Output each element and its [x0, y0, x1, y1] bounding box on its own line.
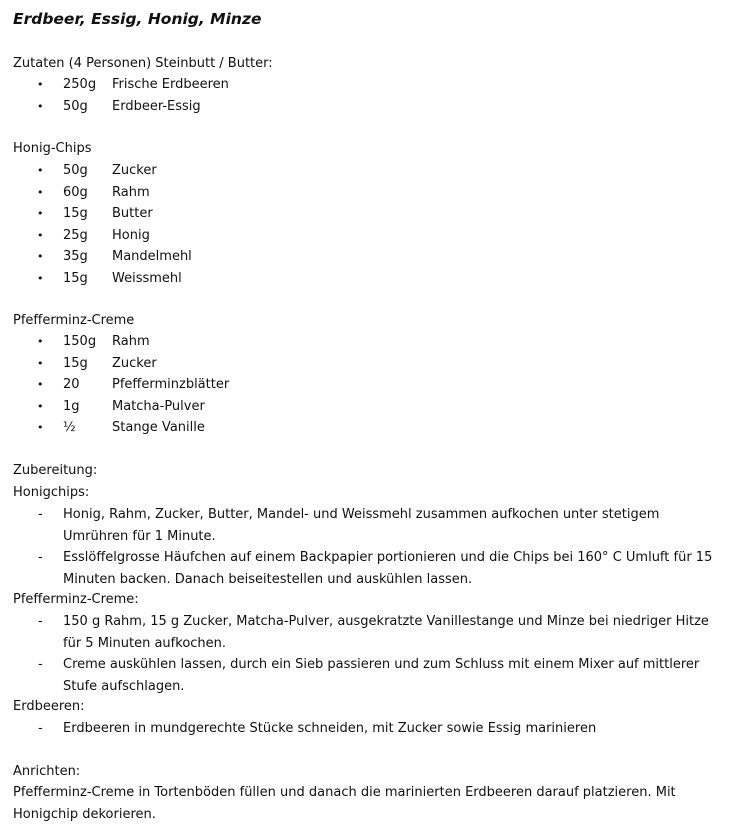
ingredient-quantity: 15g	[63, 270, 88, 286]
ingredient-name: Erdbeer-Essig	[112, 98, 201, 114]
prep-mint-cream-heading: Pfefferminz-Creme:	[13, 592, 139, 607]
bullet-icon: •	[37, 356, 44, 370]
prep-strawberries-heading: Erdbeeren:	[13, 699, 85, 714]
ingredient-name: Honig	[112, 227, 150, 243]
ingredient-quantity: 50g	[63, 163, 88, 178]
bullet-icon: •	[37, 335, 44, 348]
bullet-icon: •	[37, 421, 44, 434]
ingredient-quantity: 15g	[63, 206, 88, 221]
ingredient-name: Stange Vanille	[112, 420, 205, 435]
serving-heading: Anrichten:	[13, 764, 81, 779]
ingredient-quantity: 250g	[63, 77, 97, 92]
prep-step	[13, 611, 728, 654]
prep-step	[13, 504, 728, 547]
ingredient-name: Zucker	[112, 355, 157, 371]
ingredient-quantity: ½	[63, 420, 76, 435]
bullet-icon: •	[37, 99, 44, 113]
ingredient-quantity: 1g	[63, 398, 80, 414]
dash-marker: -	[38, 507, 43, 522]
dash-marker: -	[38, 721, 43, 736]
bullet-icon: •	[37, 185, 44, 199]
bullet-icon: •	[37, 271, 44, 285]
ingredient-name: Mandelmehl	[112, 249, 192, 264]
ingredient-name: Weissmehl	[112, 270, 182, 286]
recipe-title: Erdbeer, Essig, Honig, Minze	[13, 10, 262, 28]
ingredient-name: Zucker	[112, 163, 157, 178]
serving-text: Pfefferminz-Creme in Tortenböden füllen und danach die marinierten Erdbeeren darauf platzieren. Mit Honigchip dekorieren.	[13, 785, 676, 822]
dash-marker: -	[38, 550, 43, 565]
preparation-heading: Zubereitung:	[13, 463, 98, 478]
prep-step-text: 150 g Rahm, 15 g Zucker, Matcha-Pulver, ausgekratzte Vanillestange und Minze bei niedriger Hitze für 5 Minuten aufkochen.	[63, 614, 709, 651]
bullet-icon: •	[37, 378, 44, 391]
prep-step	[13, 654, 728, 697]
ingredient-quantity: 25g	[63, 227, 88, 243]
honey-chips-heading: Honig-Chips	[13, 141, 92, 156]
dash-marker: -	[38, 614, 43, 629]
mint-cream-heading: Pfefferminz-Creme	[13, 313, 135, 328]
bullet-icon: •	[37, 250, 44, 263]
prep-step	[13, 547, 728, 590]
bullet-icon: •	[37, 207, 44, 220]
ingredient-quantity: 15g	[63, 355, 88, 371]
bullet-icon: •	[37, 164, 44, 177]
ingredient-name: Rahm	[112, 184, 150, 200]
prep-step-text: Esslöffelgrosse Häufchen auf einem Backpapier portionieren und die Chips bei 160° C Umluft für 15 Minuten backen. Danach beiseitestellen und auskühlen lassen.	[63, 550, 713, 587]
prep-honey-chips-heading: Honigchips:	[13, 485, 90, 500]
bullet-icon: •	[37, 228, 44, 242]
ingredient-quantity: 50g	[63, 98, 88, 114]
ingredient-name: Matcha-Pulver	[112, 398, 205, 414]
ingredient-quantity: 35g	[63, 249, 88, 264]
dash-marker: -	[38, 657, 43, 672]
prep-step-text: Creme auskühlen lassen, durch ein Sieb passieren und zum Schluss mit einem Mixer auf mittlerer Stufe aufschlagen.	[63, 657, 700, 694]
ingredient-name: Butter	[112, 206, 153, 221]
ingredient-quantity: 20	[63, 377, 80, 392]
ingredients-heading: Zutaten (4 Personen) Steinbutt / Butter:	[13, 56, 273, 71]
bullet-icon: •	[37, 399, 44, 413]
ingredient-quantity: 60g	[63, 184, 88, 200]
prep-step-text: Honig, Rahm, Zucker, Butter, Mandel- und Weissmehl zusammen aufkochen unter stetigem Umrühren für 1 Minute.	[63, 507, 660, 544]
ingredient-name: Pfefferminzblätter	[112, 377, 230, 392]
prep-step-text: Erdbeeren in mundgerechte Stücke schneiden, mit Zucker sowie Essig marinieren	[63, 721, 597, 736]
prep-step	[13, 718, 728, 740]
ingredient-quantity: 150g	[63, 334, 97, 349]
bullet-icon: •	[37, 78, 44, 91]
ingredient-name: Frische Erdbeeren	[112, 77, 229, 92]
ingredient-name: Rahm	[112, 334, 150, 349]
